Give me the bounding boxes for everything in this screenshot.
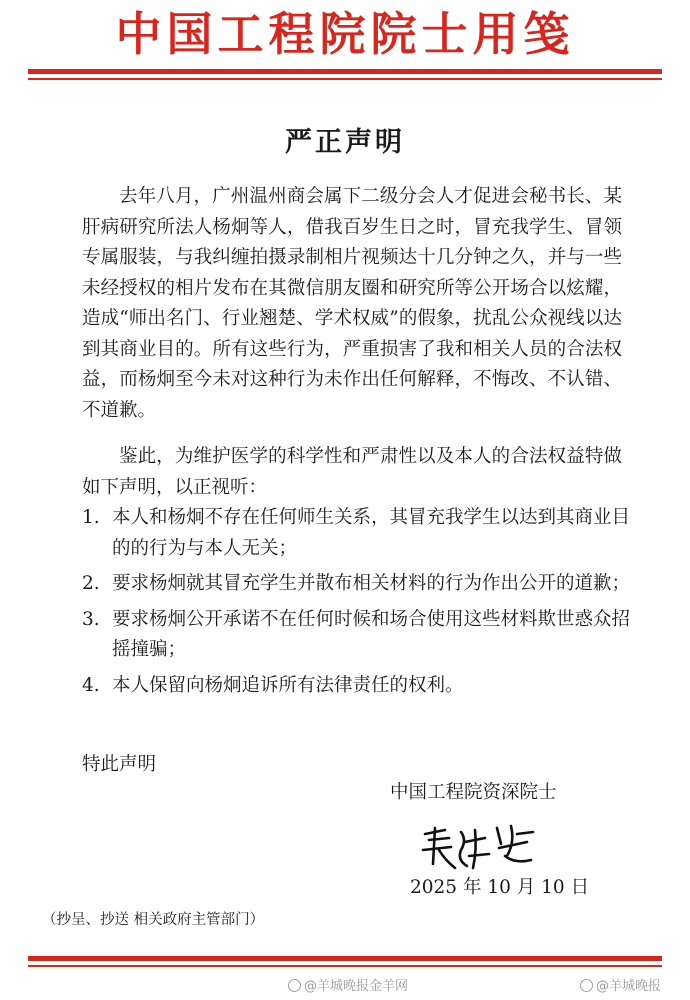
item-number: 1. [82, 507, 100, 528]
signing-date: 2025 年 10 月 10 日 [410, 877, 590, 898]
statement-paragraph: 去年八月，广州温州商会属下二级分会人才促进会秘书长、某肝病研究所法人杨炯等人，借我百岁生日之时，冒充我学生、冒领专属服装，与我纠缠拍摄录制相片视频达十几分钟之久，并与一些未经授权的相片发布在其微信朋友圈和研究所等公开场合以炫耀，造成“师出名门、行业翘楚、学术权威”的假象，扰乱公众视线以达到其商业目的。所有这些行为，严重损害了我和相关人员的合法权益，而杨炯至今未对这种行为未作出任何解释，不悔改、不认错、不道歉。 [82, 186, 622, 421]
item-text: 要求杨炯就其冒充学生并散布相关材料的行为作出公开的道歉； [112, 573, 631, 594]
item-text: 本人和杨炯不存在任何师生关系，其冒充我学生以达到其商业目的的行为与本人无关； [112, 507, 631, 559]
declaration-item [82, 605, 642, 666]
letterhead-title: 中国工程院院士用笺 [115, 7, 575, 61]
watermark [580, 975, 661, 994]
watermark [288, 975, 408, 994]
item-text: 要求杨炯公开承诺不在任何时候和场合使用这些材料欺世惑众招摇撞骗； [112, 608, 631, 660]
item-number: 2. [82, 573, 100, 594]
footer-rule-thin [28, 965, 662, 967]
watermark-text: @羊城晚报 [596, 979, 662, 994]
declaration-item [82, 569, 642, 600]
handwritten-signature [415, 820, 545, 875]
weibo-icon [288, 979, 301, 992]
declaration-list [82, 503, 642, 706]
weibo-icon [580, 979, 593, 992]
signer-title: 中国工程院资深院士 [390, 782, 557, 803]
declaration-item [82, 503, 642, 564]
watermark-text: @羊城晚报金羊网 [304, 979, 409, 994]
closing-line: 特此声明 [82, 754, 157, 775]
letterhead-rule-thin [28, 78, 662, 80]
item-number: 3. [82, 608, 100, 630]
item-text: 本人保留向杨炯追诉所有法律责任的权利。 [112, 674, 464, 696]
document-title: 严正声明 [285, 127, 405, 158]
footer-rule-thick [28, 956, 662, 961]
letterhead-rule-thick [28, 69, 662, 74]
statement-paragraph: 鉴此，为维护医学的科学性和严肃性以及本人的合法权益特做如下声明，以正视听： [82, 446, 622, 498]
cc-note: （抄呈、抄送 相关政府主管部门） [42, 912, 265, 928]
declaration-item [82, 671, 642, 702]
item-number: 4. [82, 674, 100, 696]
